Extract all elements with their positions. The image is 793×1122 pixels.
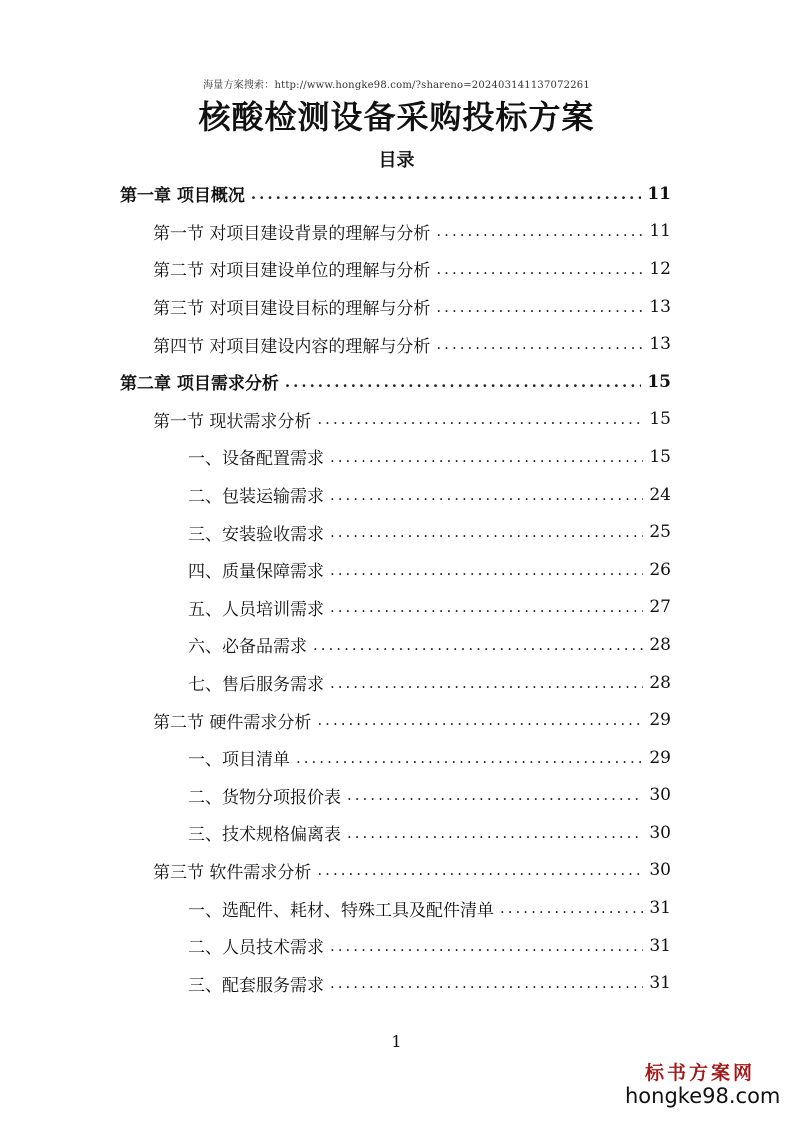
toc-entry-page: 30 bbox=[649, 785, 671, 806]
toc-dot-leader bbox=[296, 749, 643, 767]
toc-entry-label: 二、人员技术需求 bbox=[188, 938, 324, 959]
toc-dot-leader bbox=[347, 786, 643, 804]
toc-entry-page: 26 bbox=[649, 559, 671, 580]
toc-dot-leader bbox=[436, 260, 643, 278]
toc-entry-page: 31 bbox=[649, 898, 671, 919]
toc-subsection-entry[interactable] bbox=[0, 626, 793, 664]
toc-dot-leader bbox=[313, 636, 643, 654]
toc-subsection-entry[interactable] bbox=[0, 814, 793, 852]
toc-entry-label: 三、配套服务需求 bbox=[188, 975, 324, 996]
watermark-domain: hongke98.com bbox=[625, 1084, 781, 1108]
toc-dot-leader bbox=[317, 861, 643, 879]
toc-section-entry[interactable] bbox=[0, 288, 793, 326]
toc-entry-page: 29 bbox=[649, 747, 671, 768]
toc-entry-page: 28 bbox=[649, 672, 671, 693]
toc-subsection-entry[interactable] bbox=[0, 927, 793, 965]
toc-dot-leader bbox=[330, 598, 643, 616]
toc-entry-label: 六、必备品需求 bbox=[188, 637, 307, 658]
toc-entry-label: 二、包装运输需求 bbox=[188, 487, 324, 508]
toc-entry-page: 30 bbox=[649, 860, 671, 881]
toc-entry-page: 29 bbox=[649, 710, 671, 731]
toc-entry-page: 30 bbox=[649, 822, 671, 843]
toc-subsection-entry[interactable] bbox=[0, 889, 793, 927]
toc-dot-leader bbox=[285, 373, 641, 391]
toc-entry-label: 第二章 项目需求分析 bbox=[120, 374, 279, 395]
toc-entry-page: 12 bbox=[649, 258, 671, 279]
toc-entry-label: 第二节 对项目建设单位的理解与分析 bbox=[153, 261, 431, 282]
toc-chapter-entry[interactable] bbox=[0, 363, 793, 401]
toc-subsection-entry[interactable] bbox=[0, 964, 793, 1002]
site-watermark-logo bbox=[625, 1062, 781, 1108]
toc-section-entry[interactable] bbox=[0, 401, 793, 439]
watermark-name: 标书方案网 bbox=[644, 1062, 755, 1084]
toc-dot-leader bbox=[436, 335, 643, 353]
toc-entry-page: 27 bbox=[649, 597, 671, 618]
toc-section-entry[interactable] bbox=[0, 250, 793, 288]
toc-dot-leader bbox=[330, 523, 643, 541]
toc-entry-page: 15 bbox=[649, 446, 671, 467]
toc-dot-leader bbox=[330, 974, 643, 992]
toc-subsection-entry[interactable] bbox=[0, 476, 793, 514]
toc-section-entry[interactable] bbox=[0, 701, 793, 739]
document-title: 核酸检测设备采购投标方案 bbox=[198, 98, 595, 136]
toc-entry-page: 24 bbox=[649, 484, 671, 505]
table-of-contents bbox=[0, 175, 793, 1002]
toc-dot-leader bbox=[317, 410, 643, 428]
toc-entry-label: 一、设备配置需求 bbox=[188, 449, 324, 470]
toc-subsection-entry[interactable] bbox=[0, 551, 793, 589]
toc-dot-leader bbox=[317, 711, 643, 729]
toc-dot-leader bbox=[436, 222, 643, 240]
toc-entry-page: 28 bbox=[649, 634, 671, 655]
toc-subsection-entry[interactable] bbox=[0, 438, 793, 476]
page-number: 1 bbox=[391, 1032, 402, 1051]
toc-dot-leader bbox=[251, 185, 641, 203]
toc-entry-page: 13 bbox=[649, 334, 671, 355]
toc-dot-leader bbox=[500, 899, 643, 917]
toc-entry-page: 15 bbox=[649, 409, 671, 430]
toc-section-entry[interactable] bbox=[0, 213, 793, 251]
toc-entry-label: 一、项目清单 bbox=[188, 750, 290, 771]
toc-dot-leader bbox=[330, 937, 643, 955]
toc-subsection-entry[interactable] bbox=[0, 513, 793, 551]
toc-entry-label: 四、质量保障需求 bbox=[188, 562, 324, 583]
toc-entry-label: 第三节 对项目建设目标的理解与分析 bbox=[153, 299, 431, 320]
toc-entry-page: 11 bbox=[649, 221, 671, 242]
toc-entry-label: 五、人员培训需求 bbox=[188, 599, 324, 620]
toc-subsection-entry[interactable] bbox=[0, 664, 793, 702]
toc-entry-label: 第四节 对项目建设内容的理解与分析 bbox=[153, 336, 431, 357]
toc-subsection-entry[interactable] bbox=[0, 739, 793, 777]
toc-section-entry[interactable] bbox=[0, 325, 793, 363]
toc-subsection-entry[interactable] bbox=[0, 777, 793, 815]
toc-dot-leader bbox=[436, 298, 643, 316]
toc-entry-page: 11 bbox=[647, 183, 671, 204]
toc-entry-page: 13 bbox=[649, 296, 671, 317]
toc-entry-page: 25 bbox=[649, 522, 671, 543]
toc-dot-leader bbox=[330, 486, 643, 504]
toc-heading: 目录 bbox=[378, 150, 415, 171]
toc-section-entry[interactable] bbox=[0, 852, 793, 890]
toc-dot-leader bbox=[330, 448, 643, 466]
toc-entry-label: 第三节 软件需求分析 bbox=[153, 862, 312, 883]
toc-entry-label: 第一节 对项目建设背景的理解与分析 bbox=[153, 223, 431, 244]
toc-entry-label: 七、售后服务需求 bbox=[188, 675, 324, 696]
toc-chapter-entry[interactable] bbox=[0, 175, 793, 213]
toc-subsection-entry[interactable] bbox=[0, 589, 793, 627]
toc-dot-leader bbox=[330, 674, 643, 692]
toc-dot-leader bbox=[330, 561, 643, 579]
toc-entry-label: 第二节 硬件需求分析 bbox=[153, 712, 312, 733]
toc-entry-page: 15 bbox=[647, 371, 671, 392]
toc-dot-leader bbox=[347, 824, 643, 842]
toc-entry-label: 一、选配件、耗材、特殊工具及配件清单 bbox=[188, 900, 494, 921]
toc-entry-label: 第一章 项目概况 bbox=[120, 186, 245, 207]
toc-entry-label: 二、货物分项报价表 bbox=[188, 787, 341, 808]
toc-entry-label: 三、安装验收需求 bbox=[188, 524, 324, 545]
toc-entry-label: 第一节 现状需求分析 bbox=[153, 411, 312, 432]
toc-entry-label: 三、技术规格偏离表 bbox=[188, 825, 341, 846]
search-url-header: 海量方案搜索：http://www.hongke98.com/?shareno=202403141137072261 bbox=[203, 80, 590, 91]
toc-entry-page: 31 bbox=[649, 935, 671, 956]
toc-entry-page: 31 bbox=[649, 973, 671, 994]
